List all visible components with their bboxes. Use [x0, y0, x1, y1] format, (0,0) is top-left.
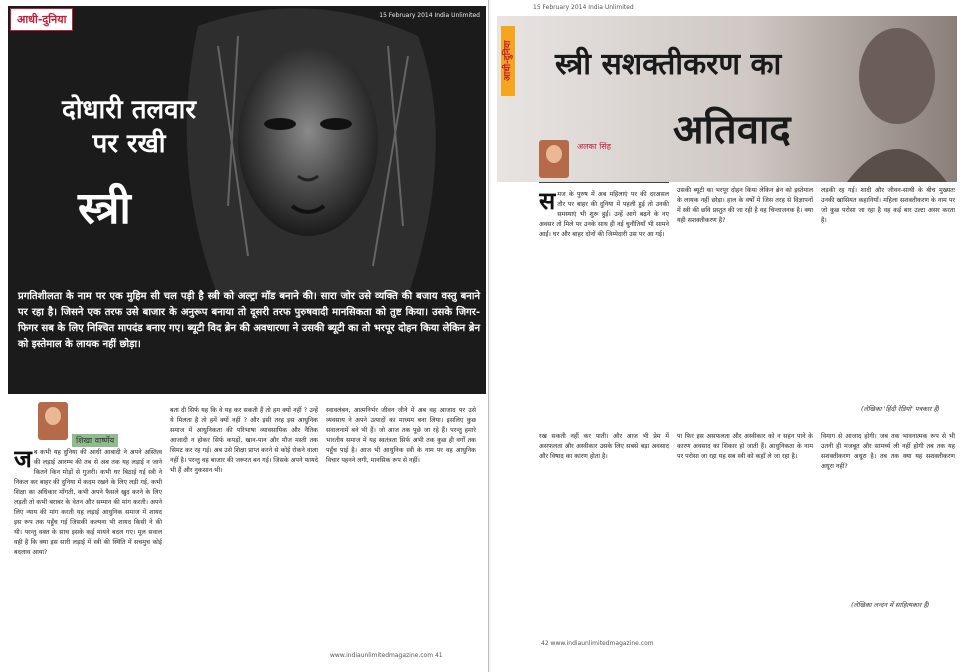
- article-column-1: [539, 190, 669, 418]
- article-column-1: [14, 448, 162, 644]
- article-column-2: [677, 186, 813, 418]
- column-text: ब कभी यह दुनिया की आधी आबादी ने अपने अस्तित्व की लड़ाई आरम्भ की तब से अब तक यह लड़ाई न जाने कितने किन मोड़ों से गुजरी। कभी घर बिठाई गई स्त्री ने निकल कर बाहर की दुनिया में कदम रखने के लिए लड़ी गई, कभी शिक्षा का अधिकार माँगती, कभी अपने फैसले खुद करने के लिए लड़ती तो कभी बराबर के वेतन और सम्मान की मांग करती। अपने लिए न्याय की मांग करती यह लड़ाई आधुनिक समाज में शायद इस रूप तक पहुँच गई जिसकी कल्पना भी शायद किसी ने की थी। परन्तु वक्त के साथ इसके कई मायने बदल गए। मूल सवाल वही है कि क्या इस सारी लड़ाई में स्त्री की स्थिति में सचमुच कोई बदलाव आया?: [14, 449, 162, 556]
- headline-line-1: स्त्री सशक्तीकरण का: [555, 47, 782, 82]
- column-text: लड़की रह गई। शादी और जीवन-साथी के बीच मुख्यतः उनकी खासियत कहानियाँ। महिला सशक्तीकरण के नाम पर जो कुछ परोसा जा रहा है वह कई बार उल्टा असर करता है।: [821, 187, 955, 224]
- drop-cap: स: [539, 190, 556, 215]
- author-name: शिखा वार्ष्णेय: [72, 434, 118, 447]
- column-text: मज के पुरुष में अब महिलाएं पर की दरअसल तौर पर बाहर की दुनिया में पहली हुई तो उनकी समस्याएं भी शुरू हुईं। उन्हें आगे बढ़ने के नए अवसर तो मिले पर उनके साथ ही नई चुनौतियाँ भी सामने आईं। घर और बाहर दोनों की जिम्मेदारी उस पर आ गई।: [539, 191, 669, 238]
- bottom-column-3: [821, 432, 955, 592]
- page-folio: 42 www.indiaunlimitedmagazine.com: [541, 640, 654, 647]
- article-column-2: [170, 406, 318, 644]
- headline-line-1: दोधारी तलवार: [62, 95, 196, 125]
- woman-silhouette-illustration: [827, 16, 957, 182]
- author-block: [539, 140, 612, 178]
- author-note: (लेखिका 'हिंदी रेडियो' पत्रकार हैं): [861, 405, 940, 413]
- author-photo: [539, 140, 569, 178]
- article-column-3: [326, 406, 476, 644]
- dateline: 15 February 2014 India Unlimited: [533, 4, 634, 11]
- section-tag-vertical: आधी-दुनिया: [501, 26, 515, 96]
- bottom-column-2: [677, 432, 813, 632]
- column-text: बता दी सिर्फ यह कि वे यह कर सकती हैं तो हम क्यों नहीं ? उन्हें ये मिलता है तो हमें क्यों नहीं ? और इसी तरह इस आधुनिक समाज में आधुनिकता की परिभाषा व्यावसायिक और नैतिक आजादी न होकर सिर्फ कपड़ों, खान-पान और मौज मस्ती तक सिमट कर रह गई। अब उसे शिक्षा प्राप्त करने से कोई रोकने वाला नहीं है। परन्तु वह बाजार की जरूरत बन गई। जिसके अपने फायदे भी हैं और नुकसान भी।: [170, 407, 318, 474]
- article-column-3: [821, 186, 955, 386]
- intro-paragraph: प्रगतिशीलता के नाम पर एक मुहिम सी चल पड़ी है स्त्री को अल्ट्रा मॉड बनाने की। सारा जोर उसे व्यक्ति की बजाय वस्तु बनाने पर रहा है। जिसने एक तरफ उसे बाजार के अनुरूप बनाया तो दूसरी तरफ पुरुषवादी मानसिकता को तुष्ट किया। उसके जिगर-फिगर सब के लिए निश्चित मापदंड बनाए गए। ब्यूटी विद ब्रेन की अवधारणा ने उसकी ब्यूटी का तो भरपूर दोहन किया लेकिन ब्रेन को इस्तेमाल के लायक नहीं छोड़ा।: [18, 291, 480, 350]
- dateline: 15 February 2014 India Unlimited: [379, 12, 480, 19]
- headline-line-2: पर रखी: [92, 129, 166, 159]
- author-photo: [38, 402, 68, 440]
- author-name: अलका सिंह: [577, 142, 612, 151]
- column-text: पा फिर इस असफलता और अस्वीकार को न सहन पाने के कारण अवसाद का शिकार हो जाती हैं। आधुनिकता के नाम पर परोसा जा रहा यह सब स्त्री को कहाँ ले जा रहा है।: [677, 433, 813, 460]
- author-rule: [539, 182, 669, 183]
- bottom-column-1: [539, 432, 669, 632]
- column-text: विमाग से आजाद होगी। जब तक भावनात्मक रूप से भी उतनी ही मजबूत और सामर्थ्य ली नहीं होगी तब तक यह सशक्तीकरण अधूरा है। तब तक क्या यह सशक्तीकरण अधूरा नहीं?: [821, 433, 955, 470]
- column-text: स्वावलंबन, आत्मनिर्भर जीवन जीने में अब वह आजाद पर उसे व्यवसाय ने अपने उत्पादों का माध्यम बना लिया। इसलिए कुछ सवालनामें बने भी हैं। जो आज तक पूछे जा रहे हैं। परन्तु हमारे भारतीय समाज में यह स्वतंत्रता सिर्फ अभी तक कुछ ही वर्गों तक पहुँच पाई है। आज भी आधुनिक स्त्री के नाम पर वह आधुनिक विचार पहनने लगी, मानसिक रूप से नहीं।: [326, 407, 476, 464]
- page-folio: www.indiaunlimitedmagazine.com 41: [330, 652, 443, 659]
- headline-line-2: अतिवाद: [673, 106, 791, 153]
- author-block: [38, 402, 115, 445]
- column-text: रख सकती नहीं कर पाती। और आज भी प्रेम में असफलता और अस्वीकार उसके लिए सबसे बड़ा अवसाद और विषाद का कारण होता है।: [539, 433, 669, 460]
- section-tag: आधी-दुनिया: [10, 8, 73, 31]
- headline-line-3: स्त्री: [78, 183, 131, 234]
- column-text: उसकी ब्यूटी का भरपूर दोहन किया लेकिन ब्रेन को इस्तेमाल के लायक नहीं छोड़ा। हाल के वर्षों में जिस तरह से विज्ञापनों में स्त्री की छवि प्रस्तुत की जा रही है वह चिन्ताजनक है। क्या यही सशक्तीकरण है?: [677, 187, 813, 224]
- drop-cap: ज: [14, 448, 32, 473]
- right-page: [491, 0, 962, 672]
- author-note-bottom: (लेखिका लन्दन में साहित्यकार हैं): [851, 601, 930, 609]
- left-hero-image: [8, 6, 486, 394]
